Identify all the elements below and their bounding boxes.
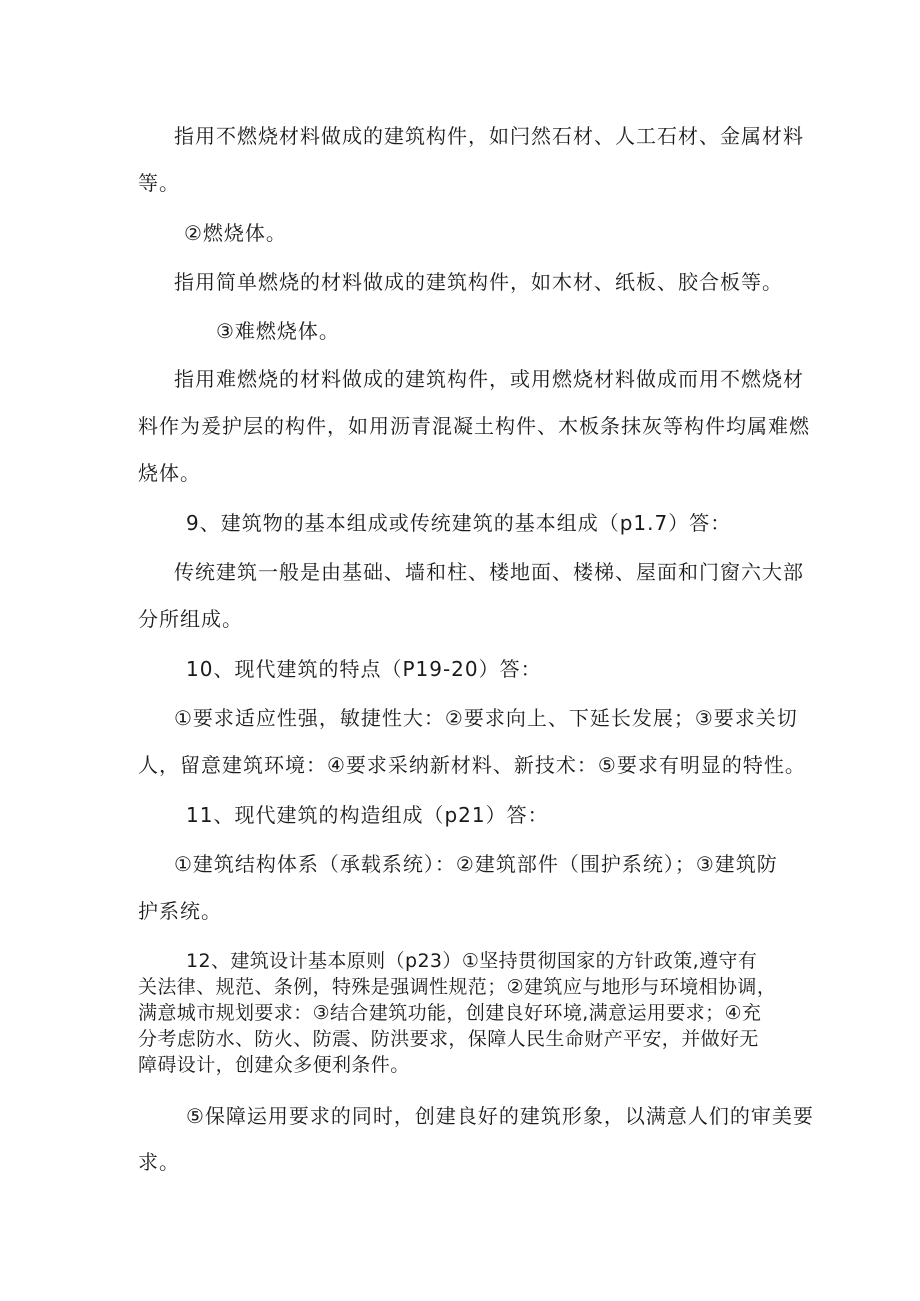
text-line-24: 求。 [138, 1150, 180, 1174]
text-line-1: 指用不燃烧材料做成的建筑构件，如闩然石材、人工石材、金属材料 [174, 124, 804, 148]
text-line-11: 分所组成。 [138, 607, 243, 631]
text-line-8: 烧体。 [138, 461, 201, 485]
item-heading-fire-retardant: ③难燃烧体。 [216, 319, 340, 343]
text-line-22: 障碍设计，创建众多便利条件。 [138, 1054, 410, 1076]
text-line-7: 料作为爰护层的构件，如用沥青混凝土构件、木板条抹灰等构件均属难燃 [138, 414, 810, 438]
text-line-21: 分考虑防水、防火、防震、防洪要求，保障人民生命财产平安，并做好无 [138, 1028, 759, 1050]
text-line-14: 人，留意建筑环境：④要求采纳新材料、新技术：⑤要求有明显的特性。 [138, 753, 806, 777]
text-line-4: 指用简单燃烧的材料做成的建筑构件，如木材、纸板、胶合板等。 [174, 270, 783, 294]
text-line-17: 护系统。 [138, 899, 222, 923]
item-heading-combustible: ②燃烧体。 [184, 221, 287, 245]
text-line-19: 关法律、规范、条例，特殊是强调性规范；②建筑应与地形与环境相协调， [138, 976, 777, 998]
text-line-13: ①要求适应性强，敏捷性大：②要求向上、下延长发展；③要求关切 [174, 706, 798, 730]
text-line-2: 等。 [138, 171, 180, 195]
question-11-heading: 11、现代建筑的构造组成（p21）答： [186, 803, 549, 827]
question-10-heading: 10、现代建筑的特点（P19-20）答： [186, 657, 542, 681]
question-12-heading: 12、建筑设计基本原则（p23）①坚持贯彻国家的方针政策,遵守有 [186, 950, 758, 972]
text-line-10: 传统建筑一般是由基础、墙和柱、楼地面、楼梯、屋面和门窗六大部 [174, 560, 804, 584]
text-line-23: ⑤保障运用要求的同时，创建良好的建筑形象，以满意人们的审美要 [186, 1104, 814, 1128]
text-line-16: ①建筑结构体系（承载系统）：②建筑部件（围护系统）；③建筑防 [174, 852, 778, 876]
text-line-20: 满意城市规划要求：③结合建筑功能，创建良好环境,满意运用要求；④充 [138, 1002, 762, 1024]
question-9-heading: 9、建筑物的基本组成或传统建筑的基本组成（p1.7）答： [186, 511, 732, 535]
text-line-6: 指用难燃烧的材料做成的建筑构件，或用燃烧材料做成而用不燃烧材 [174, 367, 804, 391]
